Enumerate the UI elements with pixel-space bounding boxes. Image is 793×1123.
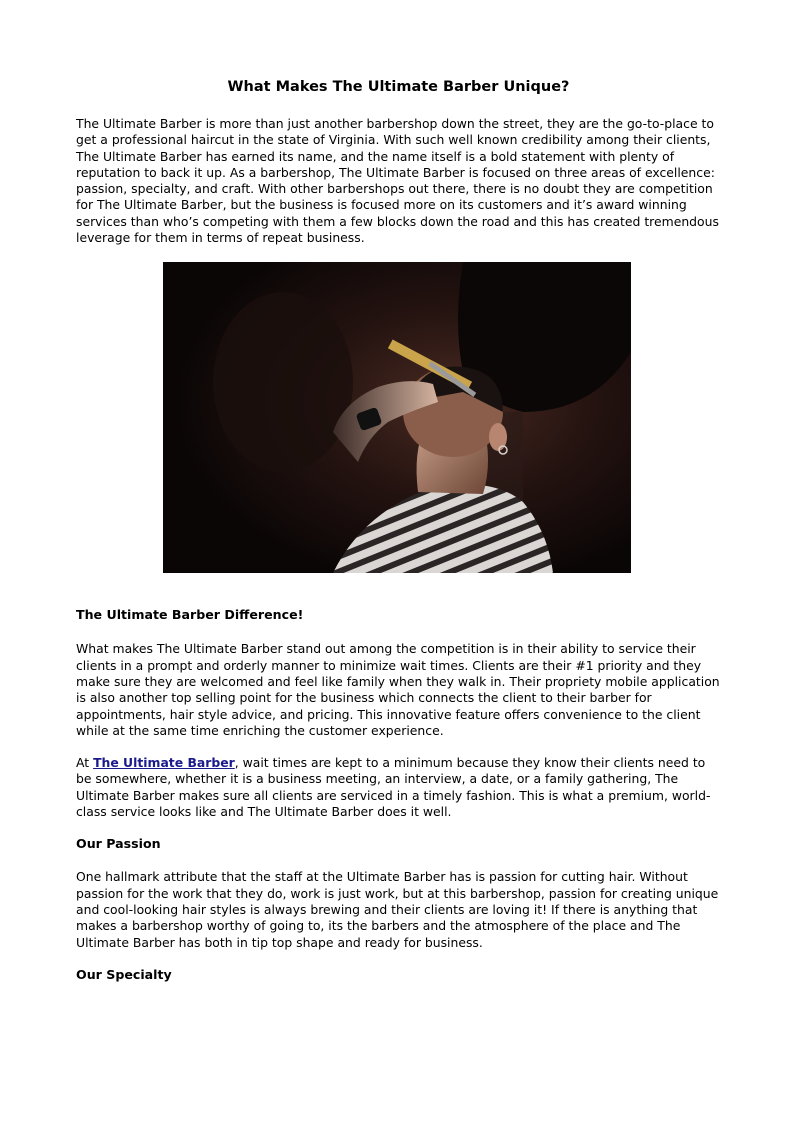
ultimate-barber-link[interactable]: The Ultimate Barber [93, 755, 235, 771]
intro-paragraph: The Ultimate Barber is more than just another barbershop down the street, they are the go-to-place to get a professional haircut in the state of Virginia. With such well known credibility among their clients, The Ultimate Barber has earned its name, and the name itself is a bold statement with plenty of reputation to back it up. As a barbershop, The Ultimate Barber is focused on three areas of excellence: passion, specialty, and craft. With other barbershops out there, there is no doubt they are competition for The Ultimate Barber, but the business is focused more on its customers and it’s award winning services than who’s competing with them a few blocks down the road and this has created tremendous leverage for them in terms of repeat business. [76, 116, 719, 246]
document-page [76, 78, 721, 1000]
passion-heading: Our Passion [76, 836, 161, 852]
article-title: What Makes The Ultimate Barber Unique? [227, 79, 570, 95]
difference-paragraph-2 [76, 755, 721, 820]
difference-paragraph-1: What makes The Ultimate Barber stand out among the competition is in their ability to service their clients in a prompt and orderly manner to minimize wait times. Clients are their #1 priority and they make sure they are welcomed and feel like family when they walk in. Their propriety mobile application is also another top selling point for the business which connects the client to their barber for appointments, hair style advice, and pricing. This innovative feature offers convenience to the client while at the same time enriching the customer experience. [76, 641, 720, 738]
barber-haircut-photo-icon [163, 262, 631, 573]
passion-paragraph: One hallmark attribute that the staff at the Ultimate Barber has is passion for cutting hair. Without passion for the work that they do, work is just work, but at this barbershop, passion for creating unique and cool-looking hair styles is always brewing and their clients are loving it! If there is anything that makes a barbershop worthy of going to, its the barbers and the atmosphere of the place and The Ultimate Barber has both in tip top shape and ready for business. [76, 869, 719, 950]
difference-heading: The Ultimate Barber Difference! [76, 607, 304, 623]
difference-p2-rest: , wait times are kept to a minimum because they know their clients need to be somewhere, whether it is a business meeting, an interview, a date, or a family gathering, The Ultimate Barber makes sure all clients are serviced in a timely fashion. This is what a premium, world-class service looks like and The Ultimate Barber does it well. [76, 755, 711, 820]
specialty-heading: Our Specialty [76, 966, 172, 982]
difference-p2-prefix: At [76, 755, 94, 771]
